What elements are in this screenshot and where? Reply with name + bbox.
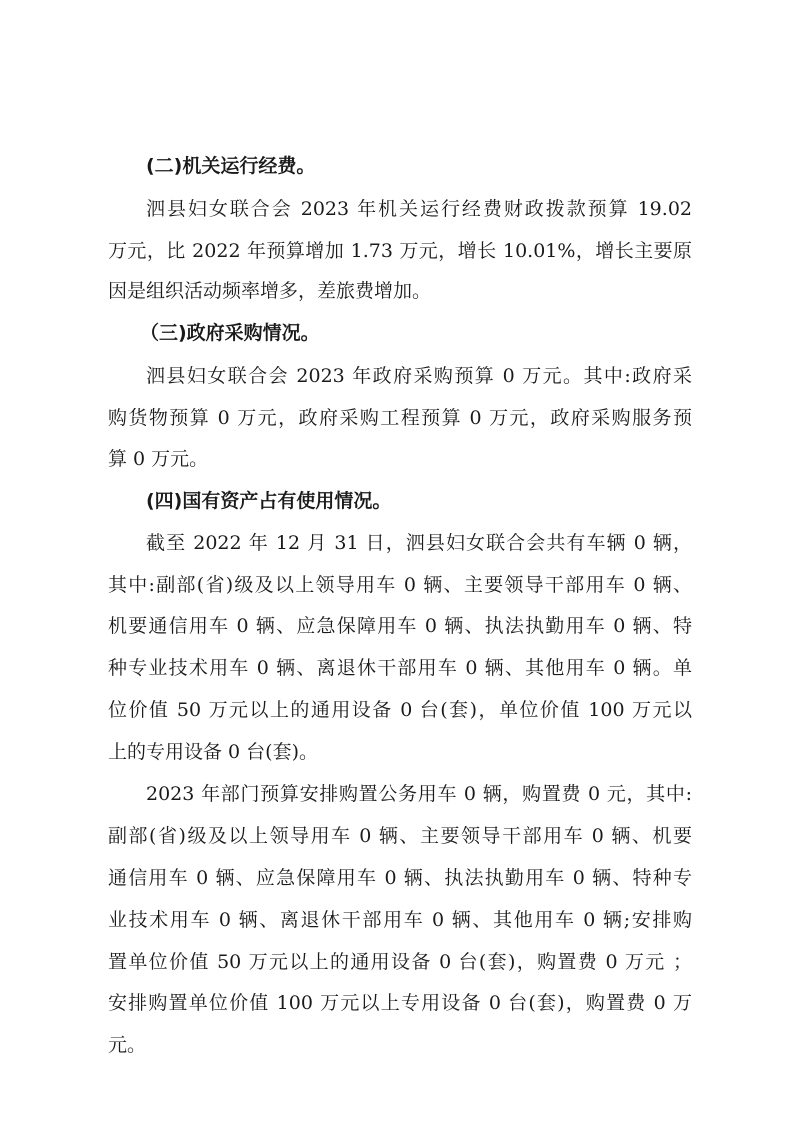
paragraph-line: 万元，比 2022 年预算增加 1.73 万元，增长 10.01%，增长主要原 (108, 240, 692, 262)
paragraph-line: 副部(省)级及以上领导用车 0 辆、主要领导干部用车 0 辆、机要 (108, 825, 692, 847)
paragraph-line: 元。 (108, 1034, 147, 1056)
paragraph-line: 购货物预算 0 万元，政府采购工程预算 0 万元，政府采购服务预 (108, 407, 692, 429)
section-heading-government-procurement: （三)政府采购情况。 (140, 322, 320, 344)
paragraph-line: 其中:副部(省)级及以上领导用车 0 辆、主要领导干部用车 0 辆、 (108, 574, 692, 596)
section-heading-state-assets: (四)国有资产占有使用情况。 (146, 490, 392, 512)
paragraph-line: 业技术用车 0 辆、离退休干部用车 0 辆、其他用车 0 辆;安排购 (108, 909, 692, 931)
paragraph-line: 泗县妇女联合会 2023 年政府采购预算 0 万元。其中:政府采 (146, 365, 692, 387)
paragraph-line: 安排购置单位价值 100 万元以上专用设备 0 台(套)，购置费 0 万 (108, 992, 692, 1014)
paragraph-line: 种专业技术用车 0 辆、离退休干部用车 0 辆、其他用车 0 辆。单 (108, 657, 692, 679)
paragraph-line: 上的专用设备 0 台(套)。 (108, 741, 318, 763)
paragraph-line: 算 0 万元。 (108, 448, 209, 470)
paragraph-line: 泗县妇女联合会 2023 年机关运行经费财政拨款预算 19.02 (146, 198, 692, 220)
section-heading-operating-expenses: (二)机关运行经费。 (146, 155, 316, 177)
paragraph-line: 置单位价值 50 万元以上的通用设备 0 台(套)，购置费 0 万元 ； (108, 951, 692, 973)
paragraph-line: 因是组织活动频率增多，差旅费增加。 (108, 280, 432, 302)
paragraph-line: 2023 年部门预算安排购置公务用车 0 辆，购置费 0 元，其中: (146, 783, 692, 805)
paragraph-line: 通信用车 0 辆、应急保障用车 0 辆、执法执勤用车 0 辆、特种专 (108, 867, 692, 889)
paragraph-line: 机要通信用车 0 辆、应急保障用车 0 辆、执法执勤用车 0 辆、特 (108, 615, 692, 637)
paragraph-line: 截至 2022 年 12 月 31 日，泗县妇女联合会共有车辆 0 辆， (146, 532, 692, 554)
paragraph-line: 位价值 50 万元以上的通用设备 0 台(套)，单位价值 100 万元以 (108, 699, 692, 721)
